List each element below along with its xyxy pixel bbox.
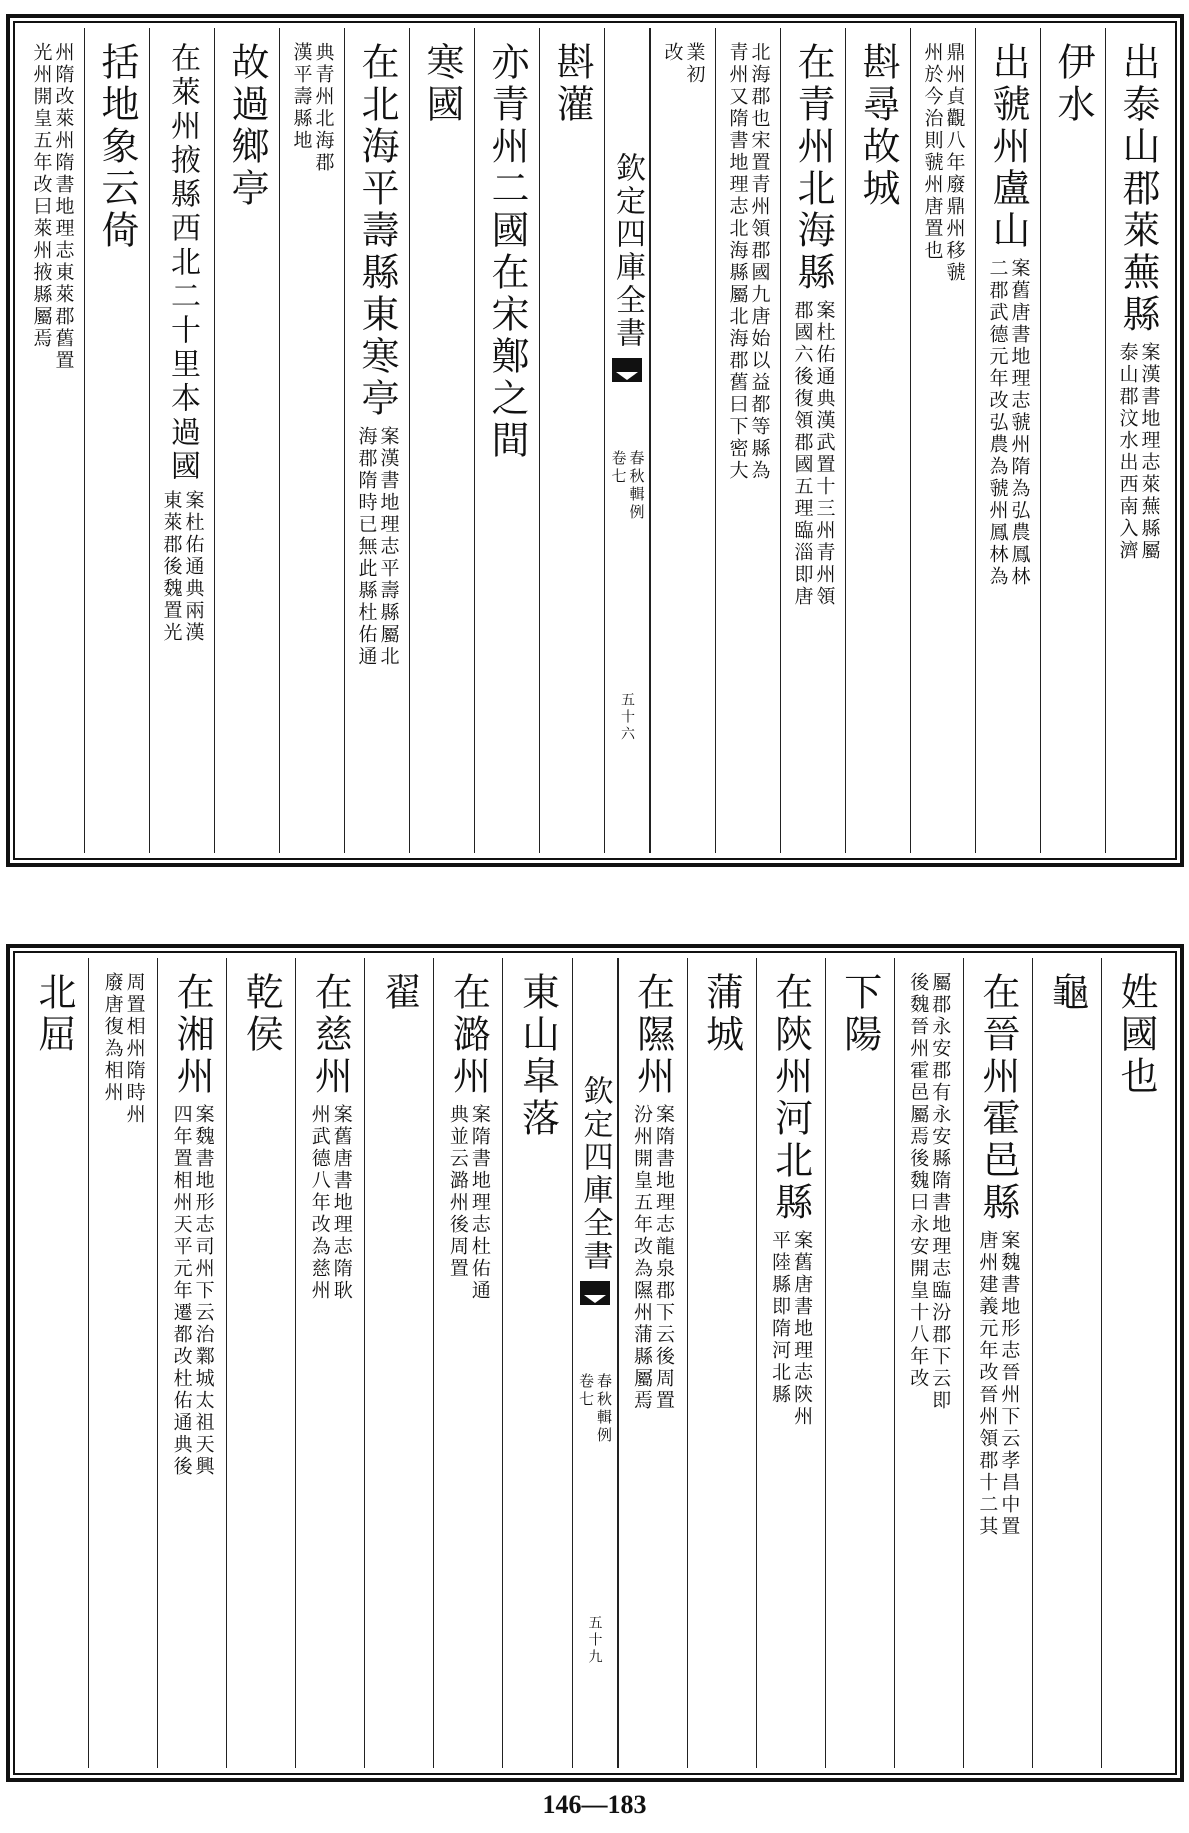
upper-page-columns <box>20 28 1170 853</box>
leaf-number: 五十六 <box>619 692 635 743</box>
commentary-note: 四年置相州天平元年遷都改杜佑通典後 <box>170 1104 193 1478</box>
center-margin-column <box>572 958 618 1768</box>
text-column <box>1105 28 1170 853</box>
text-column <box>715 28 780 853</box>
commentary-note: 案杜佑通典兩漢 <box>182 490 205 644</box>
main-text: 在青州北海縣 <box>791 42 835 294</box>
main-text: 蒲城 <box>699 972 744 1056</box>
book-subtitle: 春秋輯例 <box>627 450 646 522</box>
text-column <box>344 28 409 853</box>
main-text: 在萊州掖縣西北二十里本過國 <box>165 42 200 484</box>
commentary-note: 典並云潞州後周置 <box>446 1104 469 1280</box>
text-column <box>279 28 344 853</box>
book-title: 欽定四庫全書 <box>577 1074 613 1273</box>
main-text: 翟 <box>377 972 422 1014</box>
commentary-note: 後魏晉州霍邑屬焉後魏曰永安開皇十八年改 <box>907 972 930 1390</box>
main-text: 斟灌 <box>550 42 594 126</box>
main-text: 姓國也 <box>1113 972 1158 1098</box>
main-text: 在潞州 <box>446 972 491 1098</box>
text-column <box>539 28 604 853</box>
text-column <box>780 28 845 853</box>
text-column <box>295 958 364 1768</box>
main-text: 故過鄉亭 <box>225 42 269 210</box>
text-column <box>88 958 157 1768</box>
book-title: 欽定四庫全書 <box>610 152 645 350</box>
fishtail-mark <box>580 1281 610 1305</box>
text-column <box>963 958 1032 1768</box>
main-text: 斟尋故城 <box>856 42 900 210</box>
commentary-note: 案杜佑通典漢武置十三州青州領 <box>813 300 836 608</box>
commentary-note: 唐州建義元年改晉州領郡十二其 <box>976 1230 999 1538</box>
commentary-note: 青州又隋書地理志北海縣屬北海郡舊曰下密大 <box>726 42 749 482</box>
main-text: 在慈州 <box>308 972 353 1098</box>
commentary-note: 典青州北海郡 <box>312 42 335 174</box>
commentary-note: 州於今治則虢州唐置也 <box>921 42 944 262</box>
text-column <box>894 958 963 1768</box>
main-text: 在北海平壽縣東寒亭 <box>355 42 399 420</box>
volume-label: 卷七 <box>609 450 628 486</box>
commentary-note: 州武德八年改為慈州 <box>308 1104 331 1302</box>
main-text: 東山皐落 <box>515 972 560 1140</box>
lower-page <box>6 944 1184 1782</box>
main-text: 寒國 <box>420 42 464 126</box>
main-text: 亦青州二國在宋鄭之間 <box>485 42 529 462</box>
commentary-note: 改 <box>661 42 684 64</box>
commentary-note: 東萊郡後魏置光 <box>160 490 183 644</box>
main-text: 在隰州 <box>630 972 675 1098</box>
commentary-note: 海郡隋時已無此縣杜佑通 <box>355 426 378 668</box>
main-text: 出泰山郡萊蕪縣 <box>1116 42 1160 336</box>
main-text: 在湘州 <box>170 972 215 1098</box>
text-column <box>687 958 756 1768</box>
text-column <box>433 958 502 1768</box>
main-text: 伊水 <box>1051 42 1095 126</box>
commentary-note: 光州開皇五年改曰萊州掖縣屬焉 <box>30 42 53 350</box>
commentary-note: 漢平壽縣地 <box>290 42 313 152</box>
text-column <box>1101 958 1170 1768</box>
leaf-number: 五十九 <box>586 1614 603 1666</box>
commentary-note: 案漢書地理志平壽縣屬北 <box>377 426 400 668</box>
fishtail-mark <box>612 358 642 382</box>
text-column <box>650 28 715 853</box>
commentary-note: 北海郡也宋置青州領郡國九唐始以益都等縣為 <box>748 42 771 482</box>
main-text: 在陝州河北縣 <box>768 972 813 1224</box>
main-text: 下陽 <box>837 972 882 1056</box>
text-column <box>157 958 226 1768</box>
commentary-note: 汾州開皇五年改為隰州蒲縣屬焉 <box>631 1104 654 1412</box>
text-column <box>845 28 910 853</box>
commentary-note: 案隋書地理志杜佑通 <box>468 1104 491 1302</box>
lower-page-columns <box>20 958 1170 1768</box>
text-column <box>975 28 1040 853</box>
commentary-note: 郡國六後復領郡國五理臨淄即唐 <box>791 300 814 608</box>
main-text: 北屈 <box>32 972 77 1056</box>
commentary-note: 業初 <box>683 42 706 86</box>
commentary-note: 案隋書地理志龍泉郡下云後周置 <box>653 1104 676 1412</box>
text-column <box>214 28 279 853</box>
commentary-note: 案舊唐書地理志隋耿 <box>330 1104 353 1302</box>
text-column <box>618 958 687 1768</box>
main-text: 乾侯 <box>239 972 284 1056</box>
center-margin-column <box>604 28 650 853</box>
book-subtitle: 春秋輯例 <box>595 1372 613 1445</box>
text-column <box>149 28 214 853</box>
commentary-note: 屬郡永安郡有永安縣隋書地理志臨汾郡下云即 <box>929 972 952 1412</box>
text-column <box>409 28 474 853</box>
text-column <box>825 958 894 1768</box>
commentary-note: 鼎州貞觀八年廢鼎州移虢 <box>943 42 966 284</box>
main-text: 龜 <box>1044 972 1089 1014</box>
text-column <box>474 28 539 853</box>
commentary-note: 平陸縣即隋河北縣 <box>769 1230 792 1406</box>
text-column <box>910 28 975 853</box>
commentary-note: 廢唐復為相州 <box>101 972 124 1104</box>
text-column <box>502 958 571 1768</box>
text-column <box>226 958 295 1768</box>
text-column <box>1032 958 1101 1768</box>
upper-page <box>6 14 1184 867</box>
commentary-note: 二郡武德元年改弘農為虢州鳳林為 <box>986 258 1009 588</box>
main-text: 括地象云倚 <box>95 42 139 252</box>
main-text: 出虢州盧山 <box>986 42 1030 252</box>
commentary-note: 案魏書地形志司州下云治鄴城太祖天興 <box>192 1104 215 1478</box>
text-column <box>364 958 433 1768</box>
commentary-note: 案魏書地形志晉州下云孝昌中置 <box>998 1230 1021 1538</box>
volume-label: 卷七 <box>577 1372 595 1409</box>
commentary-note: 案舊唐書地理志陝州 <box>791 1230 814 1428</box>
main-text: 在晉州霍邑縣 <box>975 972 1020 1224</box>
text-column <box>20 28 84 853</box>
commentary-note: 周置相州隋時州 <box>123 972 146 1126</box>
text-column <box>84 28 149 853</box>
commentary-note: 州隋改萊州隋書地理志東萊郡舊置 <box>52 42 75 372</box>
commentary-note: 案漢書地理志萊蕪縣屬 <box>1138 342 1161 562</box>
text-column <box>756 958 825 1768</box>
commentary-note: 案舊唐書地理志虢州隋為弘農鳳林 <box>1008 258 1031 588</box>
text-column <box>20 958 88 1768</box>
page-number-footer: 146—183 <box>542 1790 647 1819</box>
commentary-note: 泰山郡汶水出西南入濟 <box>1116 342 1139 562</box>
text-column <box>1040 28 1105 853</box>
